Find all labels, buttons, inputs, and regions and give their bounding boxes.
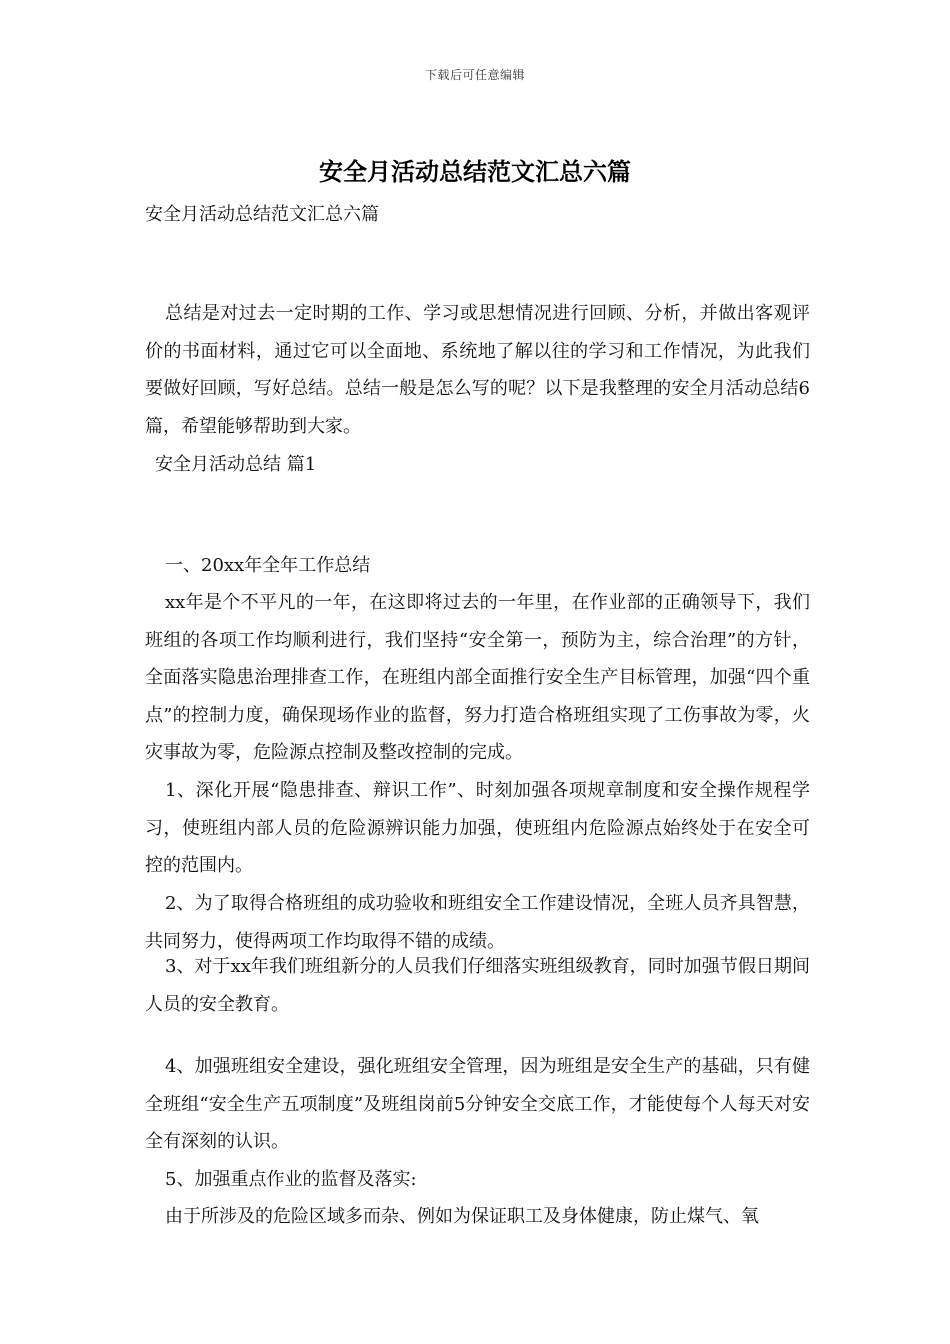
list-item-5: 5、加强重点作业的监督及落实:	[165, 1169, 417, 1190]
body-paragraph: xx年是个不平凡的一年，在这即将过去的一年里，在作业部的正确领导下，我们班组的各项工作均顺利进行，我们坚持“安全第一，预防为主，综合治理”的方针，全面落实隐患治理排查工作，在班组内部全面推行安全生产目标管理，加强“四个重点”的控制力度，确保现场作业的监督，努力打造合格班组实现了工伤事故为零，火灾事故为零，危险源点控制及整改控制的完成。	[145, 592, 810, 763]
list-item-3: 3、对于xx年我们班组新分的人员我们仔细落实班组级教育，同时加强节假日期间人员的安全教育。	[145, 956, 810, 1015]
document-title: 安全月活动总结范文汇总六篇	[319, 157, 631, 186]
section-heading: 安全月活动总结 篇1	[155, 454, 317, 475]
list-item-1: 1、深化开展“隐患排查、辩识工作”、时刻加强各项规章制度和安全操作规程学习，使班组内部人员的危险源辨识能力加强，使班组内危险源点始终处于在安全可控的范围内。	[145, 780, 810, 876]
list-item-2: 2、为了取得合格班组的成功验收和班组安全工作建设情况，全班人员齐具智慧，共同努力，使得两项工作均取得不错的成绩。	[145, 893, 810, 952]
intro-paragraph: 总结是对过去一定时期的工作、学习或思想情况进行回顾、分析，并做出客观评价的书面材料，通过它可以全面地、系统地了解以往的学习和工作情况，为此我们要做好回顾，写好总结。总结一般是怎么写的呢？以下是我整理的安全月活动总结6篇，希望能够帮助到大家。	[145, 303, 810, 437]
document-subtitle: 安全月活动总结范文汇总六篇	[145, 204, 379, 225]
subsection-heading: 一、20xx年全年工作总结	[165, 555, 371, 576]
header-note: 下载后可任意编辑	[424, 68, 525, 82]
list-item-4: 4、加强班组安全建设，强化班组安全管理，因为班组是安全生产的基础，只有健全班组“安全生产五项制度”及班组岗前5分钟安全交底工作，才能使每个人每天对安全有深刻的认识。	[145, 1056, 810, 1152]
list-item-5-body: 由于所涉及的危险区域多而杂、例如为保证职工及身体健康，防止煤气、氧	[165, 1206, 759, 1227]
